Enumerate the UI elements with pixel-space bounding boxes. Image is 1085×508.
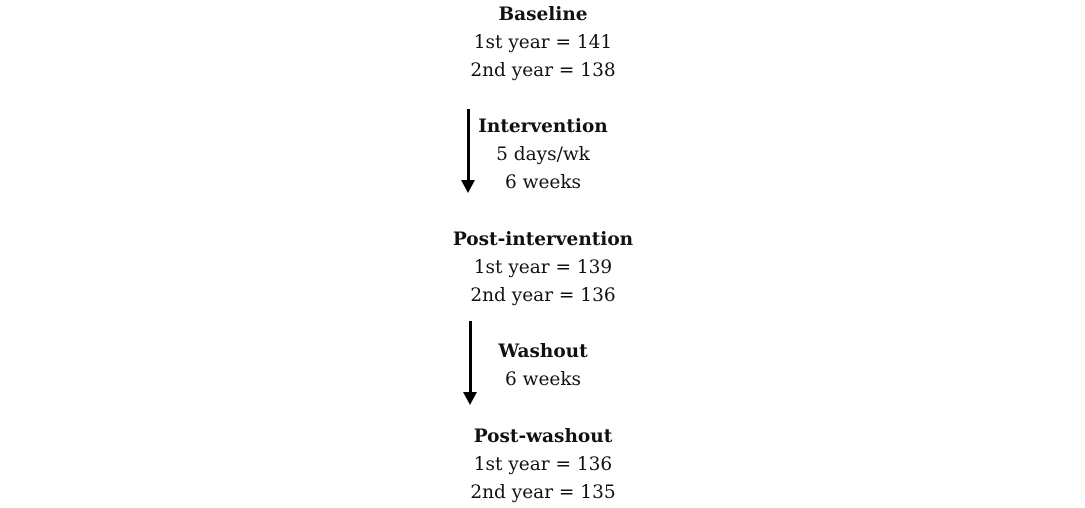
intervention-stage: [443, 113, 643, 197]
post-washout-first-year: 1st year = 136: [473, 454, 613, 475]
post-washout-title: Post-washout: [473, 426, 613, 447]
washout-title: Washout: [498, 341, 588, 362]
baseline-first-year: 1st year = 141: [473, 32, 613, 53]
baseline-second-year: 2nd year = 138: [470, 60, 616, 81]
baseline-title: Baseline: [498, 4, 588, 25]
washout-stage: [443, 338, 643, 394]
post-intervention-second-year: 2nd year = 136: [470, 285, 616, 306]
intervention-frequency: 5 days/wk: [496, 144, 590, 165]
post-intervention-first-year: 1st year = 139: [473, 257, 613, 278]
post-intervention-stage: [443, 226, 643, 310]
washout-duration: 6 weeks: [504, 369, 582, 390]
intervention-duration: 6 weeks: [504, 172, 582, 193]
intervention-title: Intervention: [478, 116, 608, 137]
post-intervention-title: Post-intervention: [452, 229, 634, 250]
baseline-stage: [443, 1, 643, 85]
post-washout-second-year: 2nd year = 135: [470, 482, 616, 503]
post-washout-stage: [443, 423, 643, 507]
